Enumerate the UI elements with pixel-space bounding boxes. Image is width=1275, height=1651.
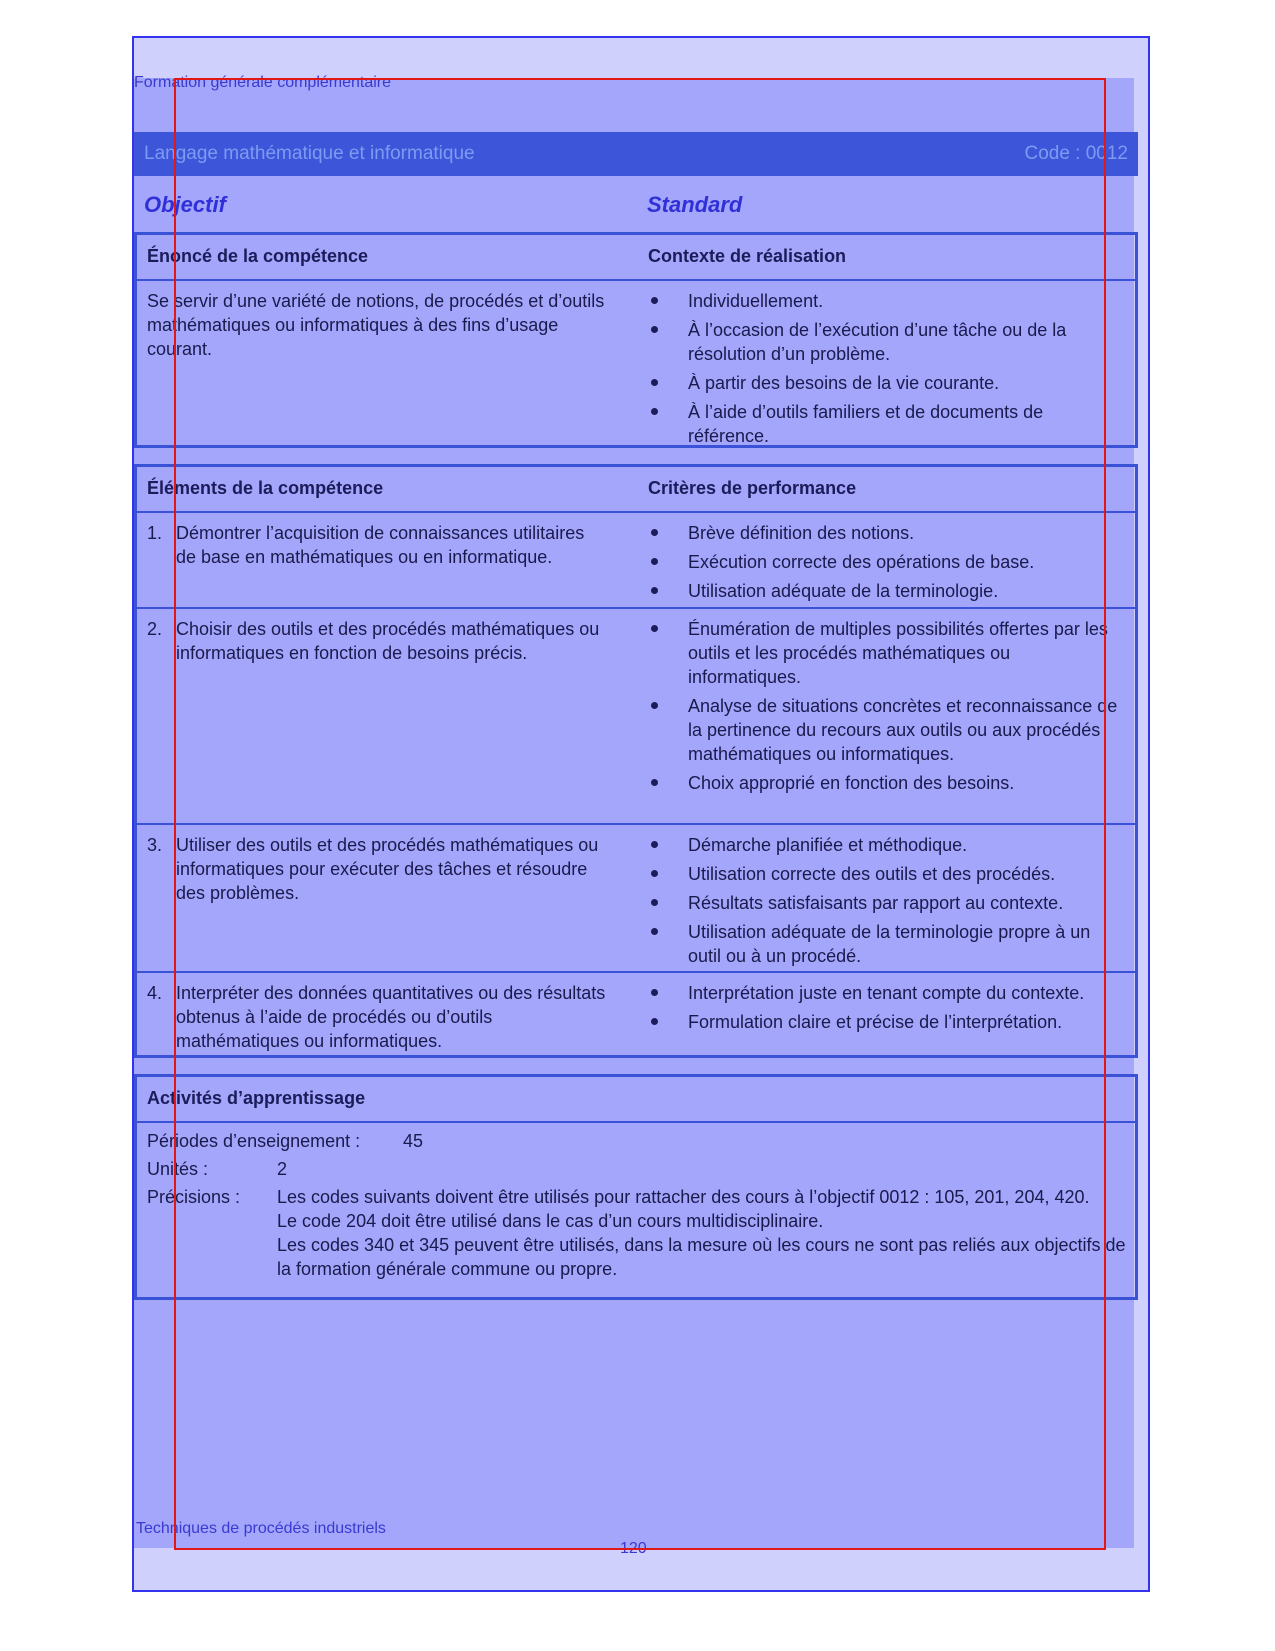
context-item xyxy=(648,371,1123,395)
running-head: Formation générale complémentaire xyxy=(134,74,392,91)
title-text: Langage mathématique et informatique xyxy=(144,143,475,164)
criterion-text: Brève définition des notions. xyxy=(688,523,915,543)
context-item xyxy=(648,289,1123,313)
criterion-text: Utilisation adéquate de la terminologie. xyxy=(688,581,999,601)
competence-box xyxy=(134,232,1138,448)
elements-head-right: Critères de performance xyxy=(648,478,857,498)
criterion-item xyxy=(648,550,1123,574)
criterion-text: Utilisation correcte des outils et des procédés. xyxy=(688,864,1056,884)
criterion-item xyxy=(648,579,1123,603)
bullet-icon xyxy=(651,1018,658,1025)
activities-body xyxy=(137,1123,1135,1299)
element-number: 3. xyxy=(147,835,163,855)
competence-row xyxy=(137,281,1135,445)
elements-box xyxy=(134,464,1138,1058)
criterion-text: Énumération de multiples possibilités offertes par les outils et les procédés mathématiques ou informatiques. xyxy=(688,619,1108,687)
units-label: Unités : xyxy=(147,1159,209,1179)
activities-box xyxy=(134,1074,1138,1300)
standard-heading: Standard xyxy=(647,192,743,217)
criterion-item xyxy=(648,833,1123,857)
criterion-text: Analyse de situations concrètes et reconnaissance de la pertinence du recours aux outils ou aux procédés mathématiques ou informatiques. xyxy=(688,696,1118,764)
criterion-item xyxy=(648,521,1123,545)
context-item xyxy=(648,318,1123,366)
element-row xyxy=(137,825,1135,973)
criterion-text: Résultats satisfaisants par rapport au contexte. xyxy=(688,893,1064,913)
objective-heading: Objectif xyxy=(144,192,226,217)
competence-header xyxy=(137,235,1135,281)
precision-line: Les codes 340 et 345 peuvent être utilisés, dans la mesure où les cours ne sont pas reliés aux objectifs de la formation générale commune ou propre. xyxy=(277,1235,1126,1279)
bullet-icon xyxy=(651,587,658,594)
criterion-item xyxy=(648,891,1123,915)
precision-line: Les codes suivants doivent être utilisés pour rattacher des cours à l’objectif 0012 : 105, 201, 204, 420. xyxy=(277,1187,1090,1207)
activities-head: Activités d’apprentissage xyxy=(147,1088,366,1108)
periods-value: 45 xyxy=(403,1131,424,1151)
bullet-icon xyxy=(651,989,658,996)
criterion-text: Utilisation adéquate de la terminologie propre à un outil ou à un procédé. xyxy=(688,922,1091,966)
bullet-icon xyxy=(651,558,658,565)
context-item xyxy=(648,400,1123,448)
criterion-text: Démarche planifiée et méthodique. xyxy=(688,835,968,855)
criteria-list xyxy=(648,617,1123,800)
element-text: Utiliser des outils et des procédés mathématiques ou informatiques pour exécuter des tâches et résoudre des problèmes. xyxy=(176,835,599,903)
element-number: 1. xyxy=(147,523,163,543)
criteria-list xyxy=(648,981,1123,1039)
criterion-item xyxy=(648,771,1123,795)
elements-head-left: Éléments de la compétence xyxy=(147,478,384,498)
bullet-icon xyxy=(651,779,658,786)
units-value: 2 xyxy=(277,1159,288,1179)
criteria-list xyxy=(648,833,1123,973)
element-row xyxy=(137,513,1135,609)
criterion-text: Interprétation juste en tenant compte du contexte. xyxy=(688,983,1085,1003)
criterion-item xyxy=(648,862,1123,886)
bullet-icon xyxy=(651,870,658,877)
activities-header xyxy=(137,1077,1135,1123)
page-number: 120 xyxy=(620,1540,647,1557)
periods-label: Périodes d’enseignement : xyxy=(147,1131,361,1151)
bullet-icon xyxy=(651,625,658,632)
bullet-icon xyxy=(651,297,658,304)
context-text: À l’aide d’outils familiers et de documents de référence. xyxy=(688,402,1044,446)
competence-statement: Se servir d’une variété de notions, de procédés et d’outils mathématiques ou informatiques à des fins d’usage courant. xyxy=(147,291,605,359)
element-text: Démontrer l’acquisition de connaissances utilitaires de base en mathématiques ou en informatique. xyxy=(176,523,585,567)
criterion-item xyxy=(648,694,1123,766)
precisions-label: Précisions : xyxy=(147,1187,241,1207)
element-number: 2. xyxy=(147,619,163,639)
criterion-item xyxy=(648,920,1123,968)
section-heads xyxy=(144,192,1124,220)
elements-header xyxy=(137,467,1135,513)
context-text: Individuellement. xyxy=(688,291,824,311)
criterion-item xyxy=(648,617,1123,689)
criterion-text: Choix approprié en fonction des besoins. xyxy=(688,773,1015,793)
bullet-icon xyxy=(651,702,658,709)
criteria-list xyxy=(648,521,1123,608)
criterion-text: Formulation claire et précise de l’interprétation. xyxy=(688,1012,1063,1032)
footer-program: Techniques de procédés industriels xyxy=(136,1520,386,1537)
competence-head-right: Contexte de réalisation xyxy=(648,246,847,266)
precisions-text xyxy=(277,1185,1127,1281)
element-row xyxy=(137,609,1135,825)
element-text: Choisir des outils et des procédés mathématiques ou informatiques en fonction de besoins précis. xyxy=(176,619,600,663)
element-row xyxy=(137,973,1135,1061)
context-list xyxy=(648,289,1123,453)
bullet-icon xyxy=(651,326,658,333)
bullet-icon xyxy=(651,928,658,935)
criterion-text: Exécution correcte des opérations de base. xyxy=(688,552,1035,572)
bullet-icon xyxy=(651,379,658,386)
bullet-icon xyxy=(651,841,658,848)
context-text: À l’occasion de l’exécution d’une tâche ou de la résolution d’un problème. xyxy=(688,320,1067,364)
code-label: Code : 0012 xyxy=(1024,143,1128,164)
criterion-item xyxy=(648,1010,1123,1034)
competence-head-left: Énoncé de la compétence xyxy=(147,246,369,266)
context-text: À partir des besoins de la vie courante. xyxy=(688,373,1000,393)
bullet-icon xyxy=(651,529,658,536)
title-bar xyxy=(134,132,1138,176)
criterion-item xyxy=(648,981,1123,1005)
precision-line: Le code 204 doit être utilisé dans le cas d’un cours multidisciplinaire. xyxy=(277,1211,824,1231)
bullet-icon xyxy=(651,899,658,906)
bullet-icon xyxy=(651,408,658,415)
element-number: 4. xyxy=(147,983,163,1003)
element-text: Interpréter des données quantitatives ou des résultats obtenus à l’aide de procédés ou d’outils mathématiques ou informatiques. xyxy=(176,983,606,1051)
